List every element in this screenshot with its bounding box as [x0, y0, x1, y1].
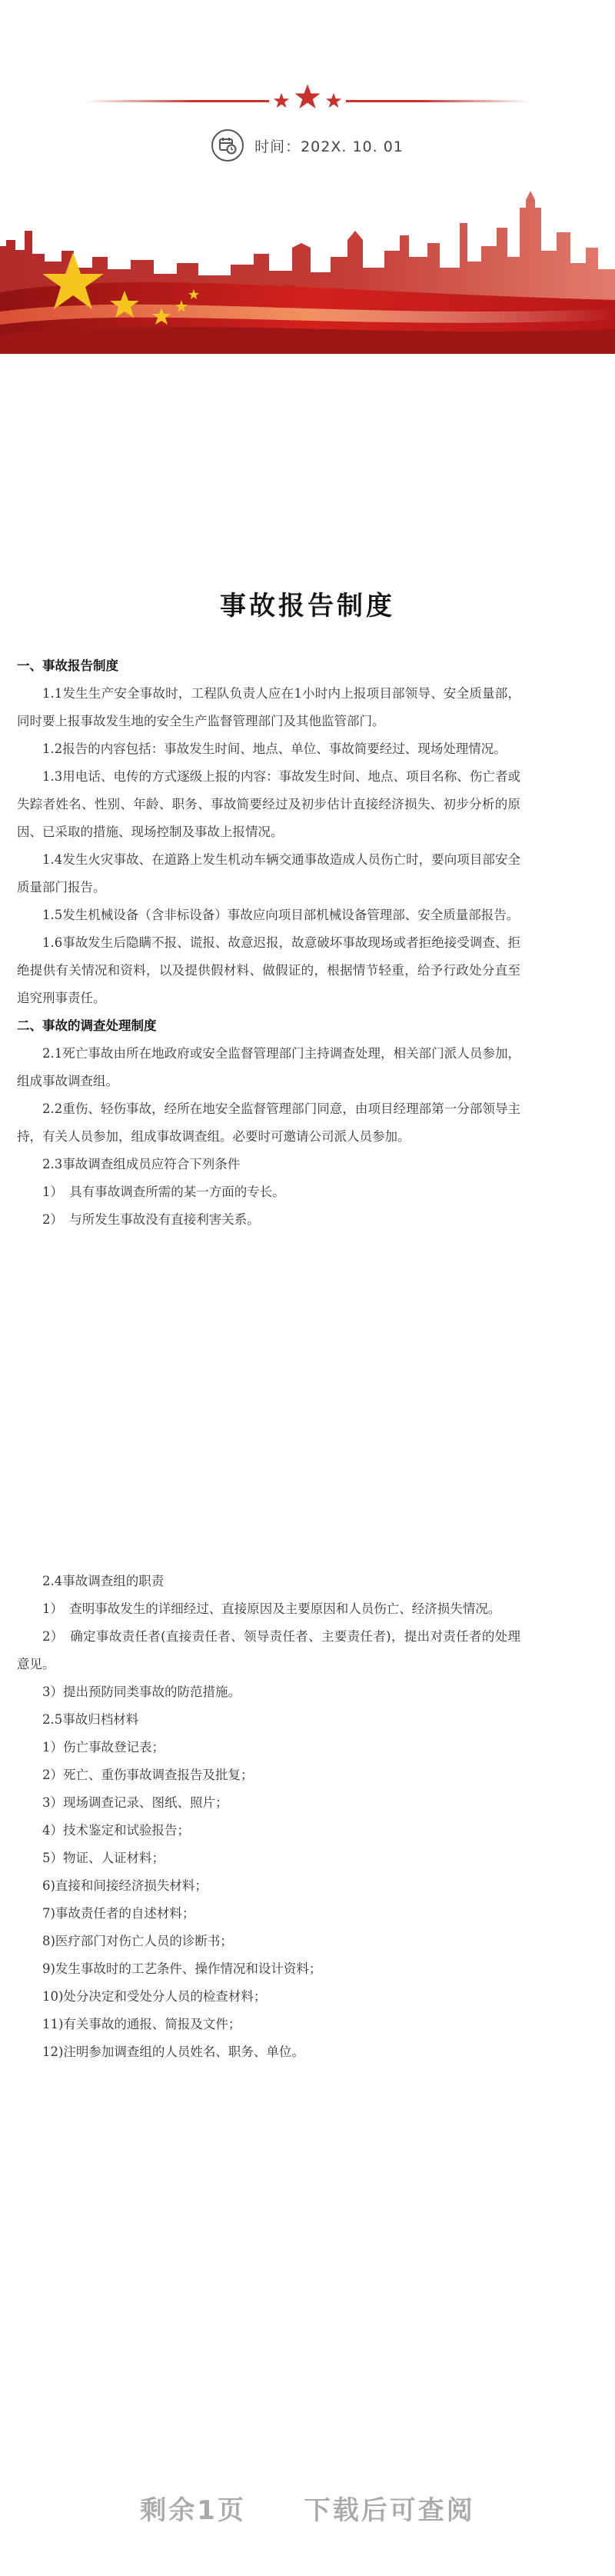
- list-item: 9)发生事故时的工艺条件、操作情况和设计资料；: [42, 1961, 322, 1976]
- big-star-icon: [294, 83, 321, 111]
- paragraph: 1.5发生机械设备（含非标设备）事故应向项目部机械设备管理部、安全质量部报告。: [42, 908, 520, 922]
- paragraph: 2.2重伤、轻伤事故，经所在地安全监督管理部门同意，由项目经理部第一分部领导主持，有关人员参加，组成事故调查组。必要时可邀请公司派人员参加。: [17, 1101, 520, 1144]
- paragraph: 2.5事故归档材料: [42, 1712, 139, 1727]
- list-item: 12)注明参加调查组的人员姓名、职务、单位。: [42, 2044, 304, 2059]
- paragraph: 1.2报告的内容包括：事故发生时间、地点、单位、事故简要经过、现场处理情况。: [42, 741, 507, 756]
- document-title: 事故报告制度: [220, 591, 395, 622]
- list-item: 5）物证、人证材料；: [42, 1851, 165, 1865]
- list-item: 3）现场调查记录、图纸、照片；: [42, 1795, 228, 1810]
- header-stars: [273, 83, 342, 118]
- list-item: 2） 确定事故责任者(直接责任者、领导责任者、主要责任者)，提出对责任者的处理意见。: [17, 1629, 520, 1671]
- date-text: 时间：202X. 10. 01: [254, 138, 404, 155]
- date-row: [0, 128, 615, 163]
- list-item: 1） 具有事故调查所需的某一方面的专长。: [42, 1185, 285, 1199]
- header-divider-right: [346, 100, 530, 102]
- document-body-part2: [17, 1568, 520, 2066]
- document-body-part1: [17, 652, 520, 1234]
- paragraph: 1.1发生生产安全事故时，工程队负责人应在1小时内上报项目部领导、安全质量部，同时要上报事故发生地的安全生产监督管理部门及其他监管部门。: [17, 686, 520, 728]
- list-item: 7)事故责任者的自述材料；: [42, 1906, 195, 1921]
- list-item: 11)有关事故的通报、简报及文件；: [42, 2017, 241, 2031]
- remaining-pages-prompt[interactable]: 剩余1页 下载后可查阅: [140, 2495, 475, 2526]
- header-banner: [0, 177, 615, 354]
- list-item: 6)直接和间接经济损失材料；: [42, 1878, 208, 1893]
- list-item: 2） 与所发生事故没有直接利害关系。: [42, 1212, 260, 1227]
- calendar-clock-icon: [211, 129, 244, 162]
- list-item: 1） 查明事故发生的详细经过、直接原因及主要原因和人员伤亡、经济损失情况。: [42, 1601, 501, 1616]
- section-heading: 一、事故报告制度: [17, 658, 118, 673]
- list-item: 2）死亡、重伤事故调查报告及批复；: [42, 1768, 254, 1782]
- paragraph: 1.4发生火灾事故、在道路上发生机动车辆交通事故造成人员伤亡时，要向项目部安全质量部门报告。: [17, 852, 520, 895]
- header-divider-left: [85, 100, 269, 102]
- paragraph: 1.6事故发生后隐瞒不报、谎报、故意迟报，故意破坏事故现场或者拒绝接受调查、拒绝提供有关情况和资料，以及提供假材料、做假证的，根据情节轻重，给予行政处分直至追究刑事责任。: [17, 935, 520, 1005]
- list-item: 4）技术鉴定和试验报告；: [42, 1823, 190, 1838]
- list-item: 8)医疗部门对伤亡人员的诊断书；: [42, 1934, 233, 1948]
- small-star-icon-left: [273, 92, 290, 109]
- paragraph: 2.1死亡事故由所在地政府或安全监督管理部门主持调查处理，相关部门派人员参加，组成事故调查组。: [17, 1046, 520, 1088]
- section-heading: 二、事故的调查处理制度: [17, 1018, 157, 1033]
- list-item: 3）提出预防同类事故的防范措施。: [42, 1685, 241, 1699]
- list-item: 10)处分决定和受处分人员的检查材料；: [42, 1989, 267, 2004]
- small-star-icon-right: [325, 92, 342, 109]
- paragraph: 2.3事故调查组成员应符合下列条件: [42, 1157, 241, 1171]
- list-item: 1）伤亡事故登记表；: [42, 1740, 165, 1755]
- paragraph: 2.4事故调查组的职责: [42, 1574, 165, 1588]
- paragraph: 1.3用电话、电传的方式逐级上报的内容：事故发生时间、地点、项目名称、伤亡者或失踪者姓名、性别、年龄、职务、事故简要经过及初步估计直接经济损失、初步分析的原因、已采取的措施、现场控制及事故上报情况。: [17, 769, 520, 839]
